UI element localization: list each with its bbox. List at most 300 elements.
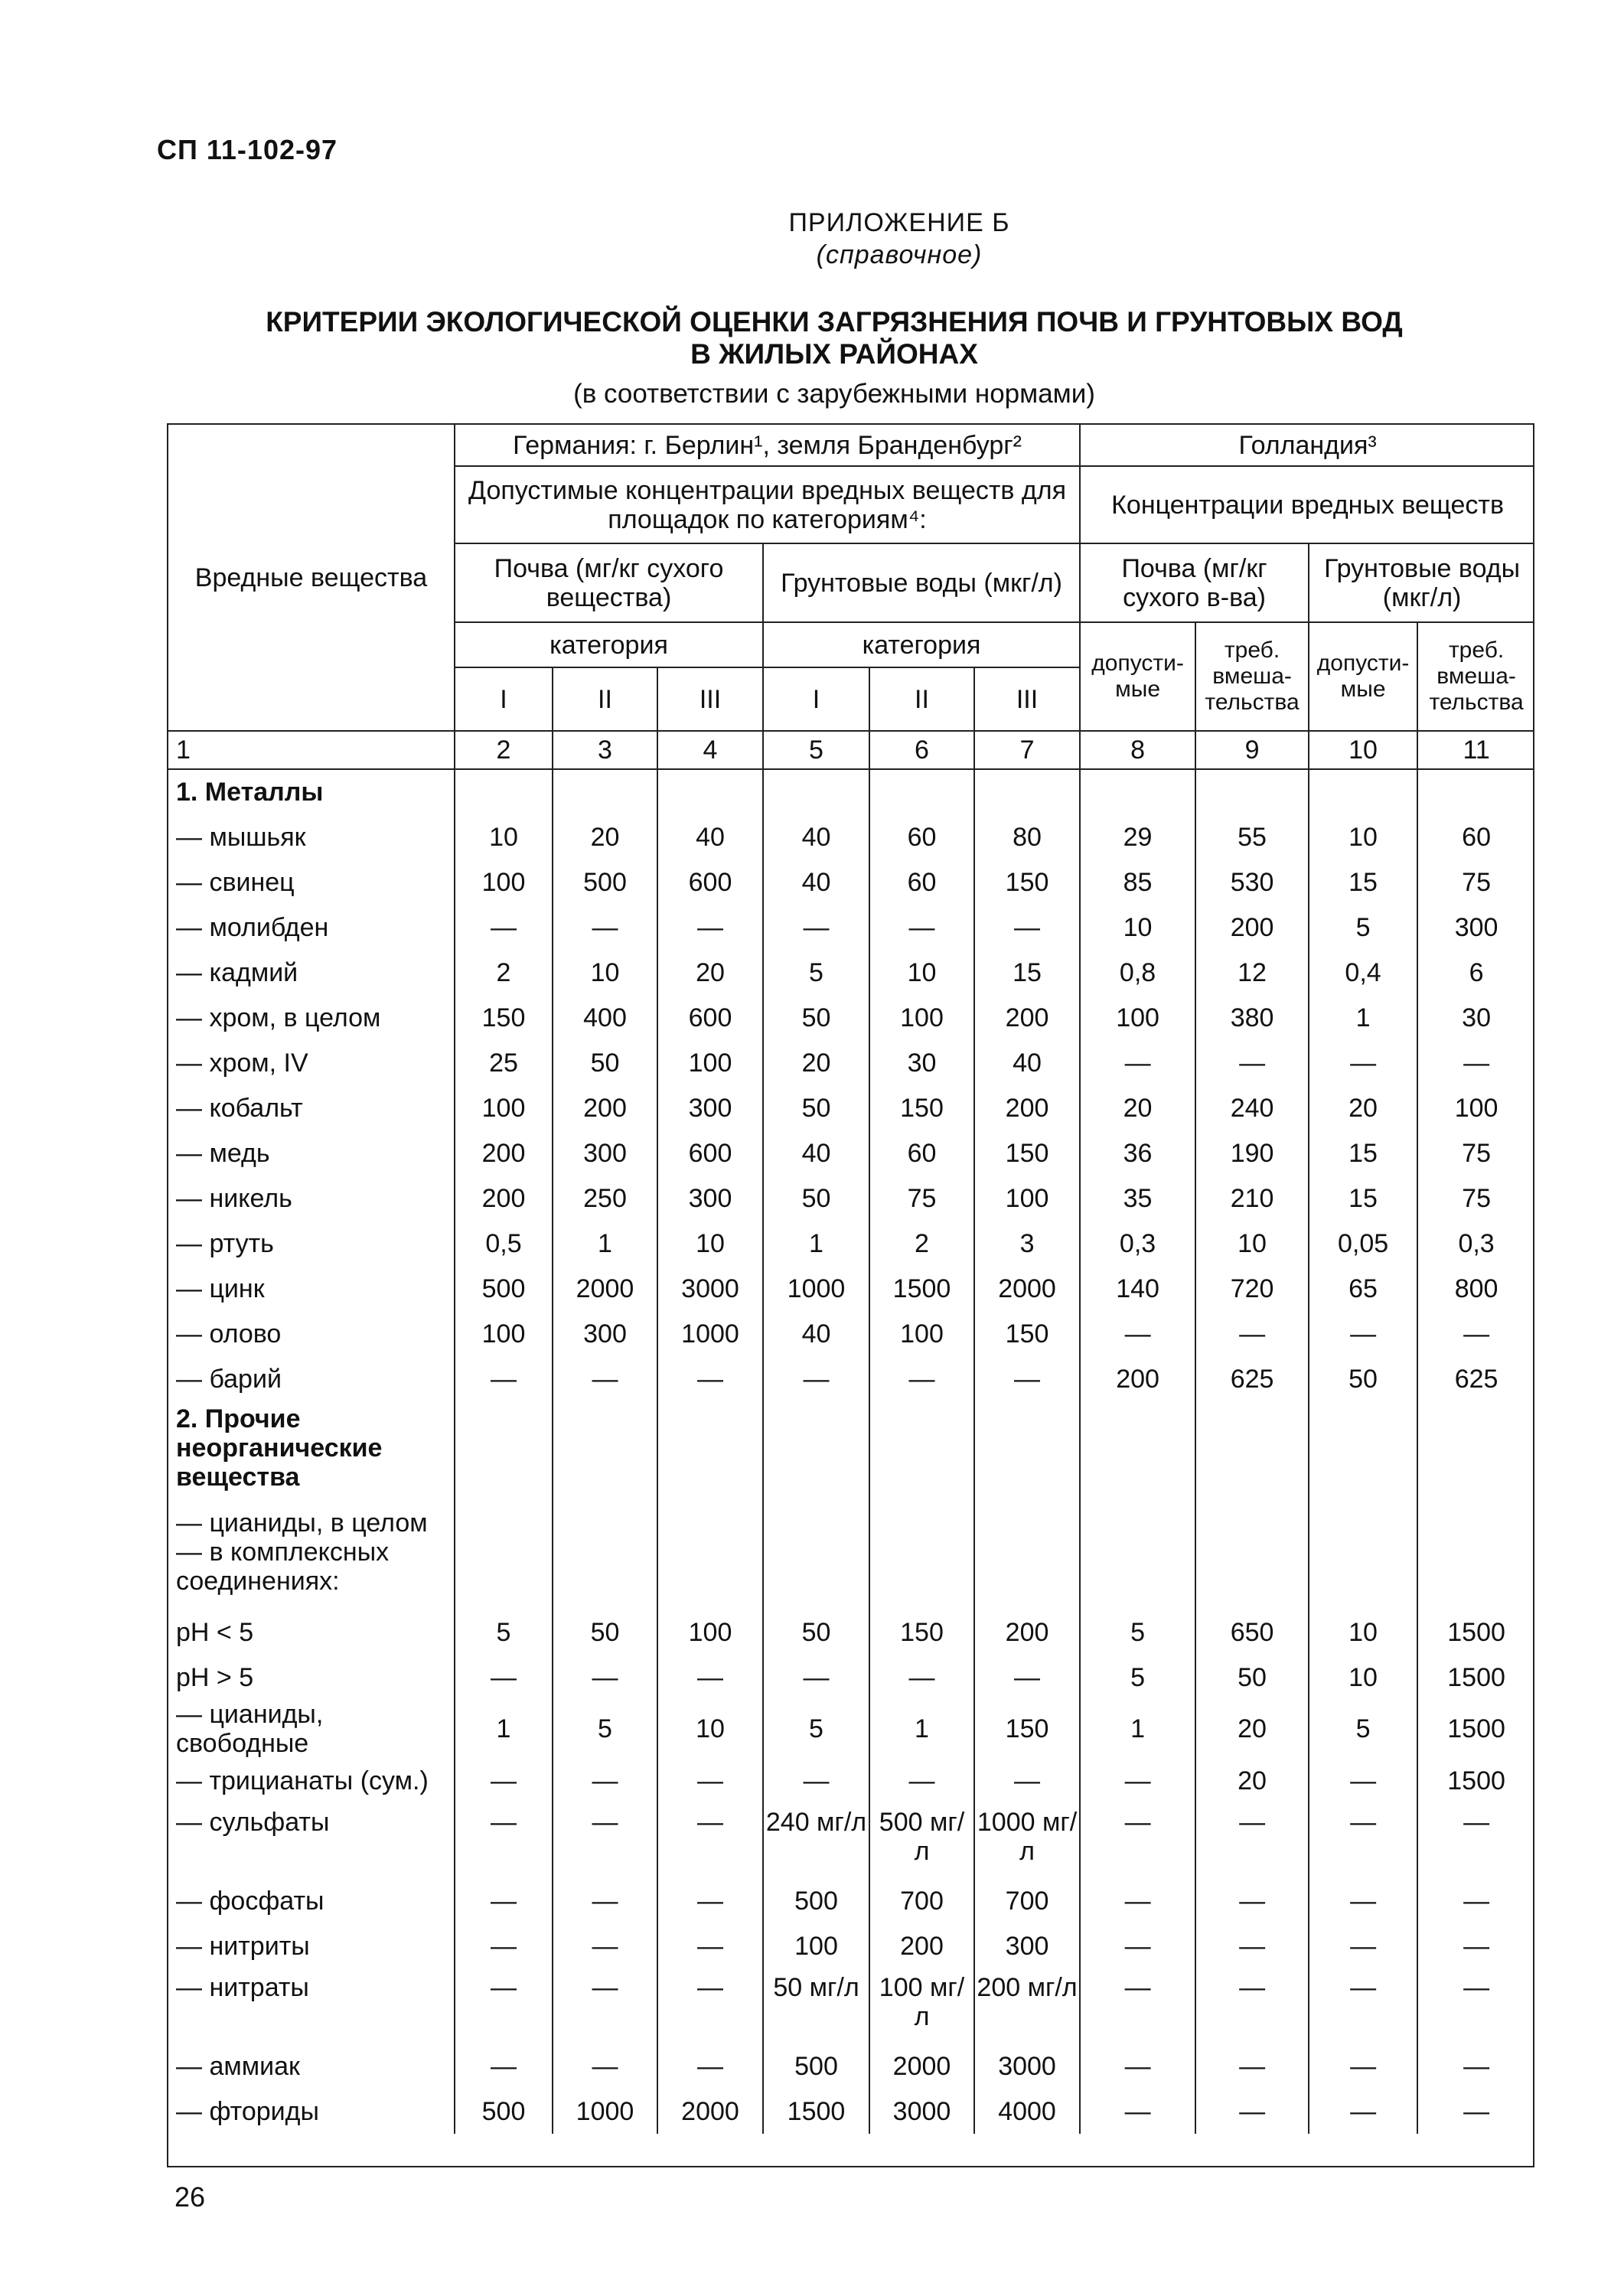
- empty-cell: [553, 1401, 657, 1505]
- substance-name: рН > 5: [168, 1655, 455, 1700]
- value-cell: 200: [1080, 1356, 1195, 1401]
- value-cell: 1500: [1417, 1609, 1534, 1655]
- main-title-line2: В ЖИЛЫХ РАЙОНАХ: [690, 338, 978, 370]
- value-cell: 1500: [869, 1266, 974, 1311]
- value-cell: —: [553, 905, 657, 950]
- value-cell: —: [1080, 1803, 1195, 1878]
- table-row: [168, 1609, 1534, 1655]
- column-number: 3: [553, 731, 657, 769]
- value-cell: 100: [455, 859, 553, 905]
- value-cell: 50: [763, 1609, 869, 1655]
- value-cell: 200: [455, 1176, 553, 1221]
- value-cell: 20: [553, 814, 657, 859]
- value-cell: 5: [455, 1609, 553, 1655]
- table-body: [168, 731, 1534, 2134]
- column-number: 1: [168, 731, 455, 769]
- substance-name: — цианиды, свободные: [168, 1700, 455, 1758]
- main-title-line1: КРИТЕРИИ ЭКОЛОГИЧЕСКОЙ ОЦЕНКИ ЗАГРЯЗНЕНИЯ ПОЧВ И ГРУНТОВЫХ ВОД: [266, 306, 1403, 338]
- value-cell: 150: [869, 1609, 974, 1655]
- value-cell: 200: [974, 1609, 1080, 1655]
- value-cell: 500: [553, 859, 657, 905]
- value-cell: 5: [1080, 1655, 1195, 1700]
- table-row: [168, 1040, 1534, 1085]
- value-cell: 30: [869, 1040, 974, 1085]
- table-row: [168, 905, 1534, 950]
- value-cell: 1: [1080, 1700, 1195, 1758]
- value-cell: 2000: [553, 1266, 657, 1311]
- value-cell: —: [763, 1655, 869, 1700]
- substance-name: рН < 5: [168, 1609, 455, 1655]
- value-cell: —: [1080, 2089, 1195, 2134]
- table-row: [168, 1923, 1534, 1968]
- value-cell: 3: [974, 1221, 1080, 1266]
- value-cell: 100: [1080, 995, 1195, 1040]
- value-cell: 85: [1080, 859, 1195, 905]
- value-cell: 210: [1195, 1176, 1309, 1221]
- value-cell: 0,5: [455, 1221, 553, 1266]
- value-cell: —: [1417, 1923, 1534, 1968]
- value-cell: 0,4: [1309, 950, 1417, 995]
- substance-name: — нитраты: [168, 1968, 455, 2043]
- empty-cell: [455, 769, 553, 814]
- value-cell: [1417, 1505, 1534, 1609]
- table-row: [168, 2043, 1534, 2089]
- value-cell: —: [1309, 1040, 1417, 1085]
- value-cell: 100 мг/л: [869, 1968, 974, 2043]
- value-cell: —: [763, 905, 869, 950]
- value-cell: 75: [1417, 1130, 1534, 1176]
- empty-cell: [1309, 769, 1417, 814]
- substance-name: — аммиак: [168, 2043, 455, 2089]
- value-cell: —: [657, 1356, 763, 1401]
- value-cell: —: [553, 1923, 657, 1968]
- value-cell: 150: [974, 859, 1080, 905]
- value-cell: —: [1195, 2043, 1309, 2089]
- value-cell: [869, 1505, 974, 1609]
- table-row: [168, 1878, 1534, 1923]
- value-cell: 500: [763, 2043, 869, 2089]
- header-holland: Голландия³: [1080, 425, 1534, 466]
- table-row: [168, 1356, 1534, 1401]
- value-cell: 1: [553, 1221, 657, 1266]
- value-cell: 20: [1195, 1758, 1309, 1803]
- value-cell: —: [974, 905, 1080, 950]
- value-cell: 150: [974, 1130, 1080, 1176]
- empty-cell: [553, 769, 657, 814]
- header-soil-allowed: допусти-мые: [1080, 622, 1195, 731]
- value-cell: —: [1309, 1878, 1417, 1923]
- table-row: [168, 2089, 1534, 2134]
- value-cell: 625: [1417, 1356, 1534, 1401]
- substance-name: — ртуть: [168, 1221, 455, 1266]
- value-cell: —: [1417, 1040, 1534, 1085]
- value-cell: 25: [455, 1040, 553, 1085]
- value-cell: —: [455, 1878, 553, 1923]
- value-cell: 300: [553, 1130, 657, 1176]
- section-title: 1. Металлы: [168, 769, 455, 814]
- value-cell: —: [1309, 1923, 1417, 1968]
- value-cell: —: [657, 2043, 763, 2089]
- value-cell: —: [657, 1758, 763, 1803]
- column-number: 6: [869, 731, 974, 769]
- value-cell: —: [974, 1758, 1080, 1803]
- value-cell: 1: [455, 1700, 553, 1758]
- table-row: [168, 1130, 1534, 1176]
- empty-cell: [1080, 1401, 1195, 1505]
- value-cell: —: [657, 905, 763, 950]
- value-cell: 140: [1080, 1266, 1195, 1311]
- column-number: 11: [1417, 731, 1534, 769]
- value-cell: 700: [974, 1878, 1080, 1923]
- column-number: 9: [1195, 731, 1309, 769]
- empty-cell: [1195, 1401, 1309, 1505]
- value-cell: —: [1417, 2043, 1534, 2089]
- value-cell: —: [455, 905, 553, 950]
- value-cell: 50: [763, 1176, 869, 1221]
- section-row: [168, 769, 1534, 814]
- value-cell: 100: [1417, 1085, 1534, 1130]
- table-row: [168, 1758, 1534, 1803]
- value-cell: —: [455, 1803, 553, 1878]
- value-cell: 5: [1309, 1700, 1417, 1758]
- value-cell: —: [1309, 1968, 1417, 2043]
- value-cell: 65: [1309, 1266, 1417, 1311]
- value-cell: —: [553, 1968, 657, 2043]
- table-row: [168, 1221, 1534, 1266]
- value-cell: 40: [974, 1040, 1080, 1085]
- value-cell: 100: [657, 1609, 763, 1655]
- value-cell: [553, 1505, 657, 1609]
- value-cell: —: [455, 1758, 553, 1803]
- value-cell: 100: [869, 1311, 974, 1356]
- value-cell: —: [1309, 2043, 1417, 2089]
- empty-cell: [1195, 769, 1309, 814]
- substance-name: — кобальт: [168, 1085, 455, 1130]
- table-row: [168, 1311, 1534, 1356]
- value-cell: 50: [763, 995, 869, 1040]
- value-cell: —: [1417, 1803, 1534, 1878]
- value-cell: 200: [974, 995, 1080, 1040]
- value-cell: —: [1080, 1311, 1195, 1356]
- substance-name: — фосфаты: [168, 1878, 455, 1923]
- value-cell: 50: [553, 1040, 657, 1085]
- main-title: [176, 306, 1492, 370]
- value-cell: 250: [553, 1176, 657, 1221]
- value-cell: 200: [869, 1923, 974, 1968]
- substance-name: — кадмий: [168, 950, 455, 995]
- header-soil-cat1: I: [455, 667, 553, 731]
- value-cell: —: [455, 1923, 553, 1968]
- value-cell: 200 мг/л: [974, 1968, 1080, 2043]
- table-row: [168, 1655, 1534, 1700]
- value-cell: [763, 1505, 869, 1609]
- table-row: [168, 1266, 1534, 1311]
- header-water-germany: Грунтовые воды (мкг/л): [763, 543, 1080, 622]
- column-numbers-row: [168, 731, 1534, 769]
- table-row: [168, 859, 1534, 905]
- value-cell: 60: [869, 859, 974, 905]
- table-row: [168, 1968, 1534, 2043]
- header-holland-concentrations: Концентрации вредных веществ: [1080, 466, 1534, 543]
- value-cell: 10: [1309, 1609, 1417, 1655]
- table-row: [168, 995, 1534, 1040]
- appendix-title: ПРИЛОЖЕНИЕ Б: [788, 208, 1010, 237]
- value-cell: 650: [1195, 1609, 1309, 1655]
- value-cell: —: [1309, 1311, 1417, 1356]
- value-cell: 0,8: [1080, 950, 1195, 995]
- value-cell: —: [1309, 2089, 1417, 2134]
- substance-name: — нитриты: [168, 1923, 455, 1968]
- column-number: 7: [974, 731, 1080, 769]
- value-cell: [1309, 1505, 1417, 1609]
- column-number: 10: [1309, 731, 1417, 769]
- value-cell: —: [1417, 2089, 1534, 2134]
- value-cell: 5: [763, 950, 869, 995]
- value-cell: 75: [1417, 859, 1534, 905]
- column-number: 2: [455, 731, 553, 769]
- value-cell: 75: [869, 1176, 974, 1221]
- value-cell: 5: [1309, 905, 1417, 950]
- substance-name: — молибден: [168, 905, 455, 950]
- value-cell: 55: [1195, 814, 1309, 859]
- header-soil-cat3: III: [657, 667, 763, 731]
- value-cell: 1: [763, 1221, 869, 1266]
- main-subtitle: (в соответствии с зарубежными нормами): [573, 379, 1095, 409]
- document-code: СП 11-102-97: [157, 134, 338, 165]
- value-cell: 300: [974, 1923, 1080, 1968]
- header-water-cat1: I: [763, 667, 869, 731]
- table-row: [168, 1700, 1534, 1758]
- value-cell: 15: [1309, 859, 1417, 905]
- value-cell: 15: [1309, 1176, 1417, 1221]
- value-cell: 3000: [869, 2089, 974, 2134]
- value-cell: 0,3: [1080, 1221, 1195, 1266]
- value-cell: 29: [1080, 814, 1195, 859]
- value-cell: 4000: [974, 2089, 1080, 2134]
- value-cell: —: [869, 905, 974, 950]
- table-row: [168, 814, 1534, 859]
- value-cell: 720: [1195, 1266, 1309, 1311]
- value-cell: 400: [553, 995, 657, 1040]
- value-cell: 100: [455, 1085, 553, 1130]
- value-cell: —: [657, 1968, 763, 2043]
- value-cell: —: [869, 1655, 974, 1700]
- value-cell: —: [455, 1968, 553, 2043]
- substance-name: — хром, IV: [168, 1040, 455, 1085]
- value-cell: —: [1309, 1758, 1417, 1803]
- value-cell: 20: [1195, 1700, 1309, 1758]
- value-cell: 500: [763, 1878, 869, 1923]
- value-cell: 10: [657, 1700, 763, 1758]
- value-cell: 190: [1195, 1130, 1309, 1176]
- value-cell: 150: [869, 1085, 974, 1130]
- value-cell: 530: [1195, 859, 1309, 905]
- header-soil-holland: Почва (мг/кг сухого в-ва): [1080, 543, 1309, 622]
- value-cell: [1080, 1505, 1195, 1609]
- value-cell: 1000: [763, 1266, 869, 1311]
- value-cell: 200: [455, 1130, 553, 1176]
- value-cell: —: [1080, 1758, 1195, 1803]
- value-cell: —: [763, 1356, 869, 1401]
- empty-cell: [1417, 769, 1534, 814]
- value-cell: —: [869, 1758, 974, 1803]
- value-cell: —: [1080, 1878, 1195, 1923]
- empty-cell: [869, 769, 974, 814]
- value-cell: 60: [869, 814, 974, 859]
- header-water-cat2: II: [869, 667, 974, 731]
- value-cell: 200: [553, 1085, 657, 1130]
- empty-cell: [763, 769, 869, 814]
- value-cell: 20: [763, 1040, 869, 1085]
- value-cell: 0,05: [1309, 1221, 1417, 1266]
- value-cell: 300: [1417, 905, 1534, 950]
- value-cell: —: [974, 1356, 1080, 1401]
- header-water-allowed: допусти-мые: [1309, 622, 1417, 731]
- value-cell: 600: [657, 1130, 763, 1176]
- value-cell: 1000 мг/л: [974, 1803, 1080, 1878]
- value-cell: 150: [974, 1700, 1080, 1758]
- substance-name: — барий: [168, 1356, 455, 1401]
- value-cell: —: [455, 2043, 553, 2089]
- value-cell: 1500: [1417, 1655, 1534, 1700]
- value-cell: 100: [974, 1176, 1080, 1221]
- header-water-holland: Грунтовые воды (мкг/л): [1309, 543, 1534, 622]
- value-cell: —: [553, 2043, 657, 2089]
- value-cell: 300: [657, 1176, 763, 1221]
- value-cell: —: [1195, 1968, 1309, 2043]
- value-cell: 200: [974, 1085, 1080, 1130]
- value-cell: [455, 1505, 553, 1609]
- value-cell: 40: [763, 1130, 869, 1176]
- empty-cell: [763, 1401, 869, 1505]
- value-cell: 1: [1309, 995, 1417, 1040]
- empty-cell: [455, 1401, 553, 1505]
- value-cell: —: [1195, 1878, 1309, 1923]
- value-cell: 2000: [657, 2089, 763, 2134]
- value-cell: 100: [763, 1923, 869, 1968]
- substance-name: — трицианаты (сум.): [168, 1758, 455, 1803]
- value-cell: 15: [1309, 1130, 1417, 1176]
- header-water-requires: треб. вмеша-тельства: [1417, 622, 1534, 731]
- value-cell: 1500: [1417, 1758, 1534, 1803]
- empty-cell: [657, 769, 763, 814]
- header-soil-germany: Почва (мг/кг сухого вещества): [455, 543, 763, 622]
- value-cell: —: [553, 1356, 657, 1401]
- header-category-water: категория: [763, 622, 1080, 667]
- value-cell: —: [657, 1923, 763, 1968]
- value-cell: 40: [763, 859, 869, 905]
- value-cell: —: [1080, 1923, 1195, 1968]
- empty-cell: [974, 769, 1080, 814]
- value-cell: 60: [1417, 814, 1534, 859]
- header-soil-cat2: II: [553, 667, 657, 731]
- table-row: [168, 1803, 1534, 1878]
- table-row: [168, 950, 1534, 995]
- page-number: 26: [174, 2181, 206, 2213]
- value-cell: 0,3: [1417, 1221, 1534, 1266]
- table-row: [168, 1176, 1534, 1221]
- value-cell: 5: [553, 1700, 657, 1758]
- value-cell: —: [1080, 1040, 1195, 1085]
- table-header: [168, 425, 1534, 731]
- value-cell: 600: [657, 859, 763, 905]
- value-cell: —: [1417, 1311, 1534, 1356]
- value-cell: —: [553, 1803, 657, 1878]
- value-cell: 30: [1417, 995, 1534, 1040]
- value-cell: —: [1195, 1311, 1309, 1356]
- value-cell: 36: [1080, 1130, 1195, 1176]
- header-soil-requires: треб. вмеша-тельства: [1195, 622, 1309, 731]
- header-germany-allowed: Допустимые концентрации вредных веществ для площадок по категориям⁴:: [455, 466, 1080, 543]
- empty-cell: [974, 1401, 1080, 1505]
- substance-name: — медь: [168, 1130, 455, 1176]
- header-germany: Германия: г. Берлин¹, земля Бранденбург²: [455, 425, 1080, 466]
- value-cell: —: [553, 1758, 657, 1803]
- header-category-soil: категория: [455, 622, 763, 667]
- value-cell: 40: [657, 814, 763, 859]
- empty-cell: [869, 1401, 974, 1505]
- empty-cell: [1309, 1401, 1417, 1505]
- value-cell: 50: [763, 1085, 869, 1130]
- value-cell: 60: [869, 1130, 974, 1176]
- value-cell: —: [763, 1758, 869, 1803]
- value-cell: 5: [763, 1700, 869, 1758]
- substance-name: — олово: [168, 1311, 455, 1356]
- value-cell: 500: [455, 1266, 553, 1311]
- value-cell: 150: [455, 995, 553, 1040]
- criteria-table-grid: [168, 425, 1534, 2134]
- value-cell: 40: [763, 814, 869, 859]
- column-number: 4: [657, 731, 763, 769]
- empty-cell: [1080, 769, 1195, 814]
- value-cell: —: [1195, 2089, 1309, 2134]
- value-cell: 2: [455, 950, 553, 995]
- value-cell: 600: [657, 995, 763, 1040]
- empty-cell: [657, 1401, 763, 1505]
- value-cell: [974, 1505, 1080, 1609]
- value-cell: —: [1417, 1968, 1534, 2043]
- value-cell: 300: [657, 1085, 763, 1130]
- value-cell: 1500: [1417, 1700, 1534, 1758]
- value-cell: 15: [974, 950, 1080, 995]
- value-cell: 10: [553, 950, 657, 995]
- value-cell: —: [657, 1803, 763, 1878]
- value-cell: 150: [974, 1311, 1080, 1356]
- value-cell: 12: [1195, 950, 1309, 995]
- value-cell: 100: [869, 995, 974, 1040]
- value-cell: —: [657, 1655, 763, 1700]
- criteria-table: [167, 423, 1534, 2167]
- value-cell: —: [553, 1878, 657, 1923]
- value-cell: 5: [1080, 1609, 1195, 1655]
- value-cell: 10: [657, 1221, 763, 1266]
- value-cell: 2000: [974, 1266, 1080, 1311]
- substance-name: — мышьяк: [168, 814, 455, 859]
- value-cell: 2: [869, 1221, 974, 1266]
- substance-name: — цианиды, в целом — в комплексных соединениях:: [168, 1505, 455, 1609]
- value-cell: 40: [763, 1311, 869, 1356]
- appendix-note: (справочное): [816, 240, 983, 269]
- value-cell: —: [657, 1878, 763, 1923]
- value-cell: 380: [1195, 995, 1309, 1040]
- value-cell: —: [455, 1356, 553, 1401]
- value-cell: —: [1309, 1803, 1417, 1878]
- value-cell: 3000: [657, 1266, 763, 1311]
- value-cell: 1000: [553, 2089, 657, 2134]
- value-cell: 10: [869, 950, 974, 995]
- empty-cell: [1417, 1401, 1534, 1505]
- value-cell: —: [553, 1655, 657, 1700]
